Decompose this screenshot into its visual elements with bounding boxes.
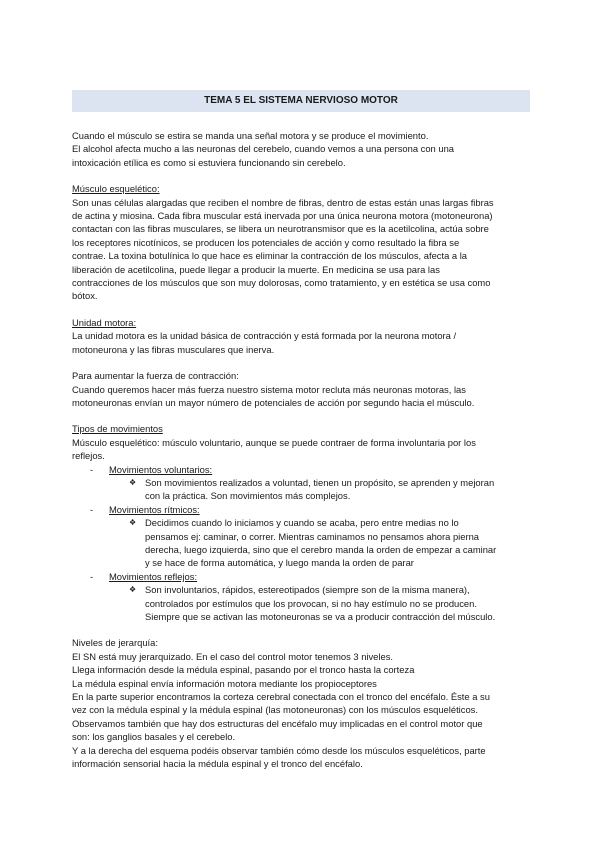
text-line: Decidimos cuando lo iniciamos y cuando se acaba, pero entre medias no lo [145, 517, 459, 529]
list-item [72, 570, 530, 583]
dash-marker: - [90, 503, 94, 515]
musculo-section [72, 182, 530, 303]
text-line: pensamos ej: caminar, o correr. Mientras caminamos no pensamos ahora pierna [145, 530, 480, 542]
text-line: Siempre que se activan las motoneuronas se va a producir contracción del músculo. [145, 611, 496, 622]
text-line: La unidad motora es la unidad básica de contracción y está formada por la neurona motora / [72, 330, 457, 342]
text-line: Observamos también que hay dos estructuras del encéfalo muy implicadas en el control motor que [72, 717, 483, 729]
section-heading: Tipos de movimientos [72, 423, 163, 435]
list-item-label: Movimientos voluntarios: [109, 463, 213, 475]
text-line: bótox. [72, 290, 98, 302]
text-line: Son unas células alargadas que reciben el nombre de fibras, dentro de estas están unas largas fibras [72, 196, 494, 208]
text-line: son: los ganglios basales y el cerebelo. [72, 731, 236, 743]
text-line: liberación de acetilcolina, puede llegar a producir la muerte. En medicina se usa para las [72, 263, 440, 275]
list-item-label: Movimientos reflejos: [109, 570, 198, 582]
intro-section [72, 129, 530, 169]
dash-marker: - [90, 463, 94, 475]
text-line: El SN está muy jerarquizado. En el caso del control motor tenemos 3 niveles. [72, 650, 393, 662]
unidad-section [72, 316, 530, 356]
text-line: motoneuronas envían un mayor número de potenciales de acción por segundo hacia el músculo. [72, 396, 475, 408]
text-line: de actina y miosina. Cada fibra muscular está inervada por una única neurona motora (motoneurona) [72, 210, 493, 222]
section-heading: Para aumentar la fuerza de contracción: [72, 370, 239, 382]
text-line: motoneurona y las fibras musculares que inerva. [72, 343, 275, 355]
sub-list-item [72, 516, 530, 529]
text-line: Músculo esquelético: músculo voluntario, aunque se puede contraer de forma involuntaria por los [72, 436, 476, 448]
text-line: Cuando queremos hacer más fuerza nuestro sistema motor recluta más neuronas motoras, las [72, 383, 466, 395]
sub-list-item [72, 583, 530, 596]
dash-marker: - [90, 570, 94, 582]
text-line: Cuando el músculo se estira se manda una señal motora y se produce el movimiento. [72, 130, 429, 141]
tipos-section [72, 422, 530, 623]
text-line: contracciones de los músculos que son muy dolorosas, como tratamiento, y en estética se usa como [72, 277, 491, 289]
text-line: En la parte superior encontramos la corteza cerebral conectada con el tronco del encéfalo. Éste a su [72, 691, 490, 703]
text-line: vez con la médula espinal y la médula espinal (las motoneuronas) con los músculos esqueléticos. [72, 704, 478, 716]
text-line: reflejos. [72, 450, 105, 462]
diamond-bullet-icon: ❖ [129, 477, 137, 487]
text-line: La médula espinal envía información motora mediante los propioceptores [72, 677, 377, 689]
text-line: Llega información desde la médula espinal, pasando por el tronco hasta la corteza [72, 664, 415, 676]
text-line: derecha, luego izquierda, sino que el cerebro manda la orden de empezar a caminar [145, 543, 497, 555]
text-line: información sensorial hacia la médula espinal y el tronco del encéfalo. [72, 758, 363, 770]
section-heading: Músculo esquelético: [72, 183, 160, 195]
text-line: y se hace de forma automática, y luego manda la orden de parar [145, 557, 414, 569]
page-title: TEMA 5 EL SISTEMA NERVIOSO MOTOR [72, 90, 530, 112]
section-heading: Niveles de jerarquía: [72, 637, 158, 649]
text-line: Son movimientos realizados a voluntad, tienen un propósito, se aprenden y mejoran [145, 476, 495, 488]
text-line: Son involuntarios, rápidos, estereotipados (siempre son de la misma manera), [145, 584, 470, 596]
list-item [72, 503, 530, 516]
section-heading: Unidad motora: [72, 316, 137, 328]
text-line: contactan con las fibras musculares, se libera un neurotransmisor que es la acetilcolina, actúa sobre [72, 223, 489, 235]
diamond-bullet-icon: ❖ [129, 585, 137, 595]
fuerza-section [72, 369, 530, 409]
text-line: El alcohol afecta mucho a las neuronas del cerebelo, cuando vemos a una persona con una [72, 143, 455, 155]
text-line: los receptores nicotínicos, se producen los potenciales de acción y como resultado la fibra se [72, 236, 460, 248]
text-line: Y a la derecha del esquema podéis observar también cómo desde los músculos esqueléticos, parte [72, 744, 486, 756]
list-item-label: Movimientos rítmicos: [109, 503, 200, 515]
text-line: intoxicación etílica es como si estuviera funcionando sin cerebelo. [72, 156, 346, 168]
niveles-section [72, 636, 530, 770]
list-item [72, 463, 530, 476]
diamond-bullet-icon: ❖ [129, 518, 137, 528]
text-line: controlados por estímulos que los provocan, si no hay estímulo no se producen. [145, 597, 477, 609]
text-line: con la práctica. Son movimientos más complejos. [145, 490, 351, 502]
text-line: contrae. La toxina botulínica lo que hace es eliminar la contracción de los músculos, afecta a la [72, 250, 468, 262]
sub-list-item [72, 476, 530, 489]
